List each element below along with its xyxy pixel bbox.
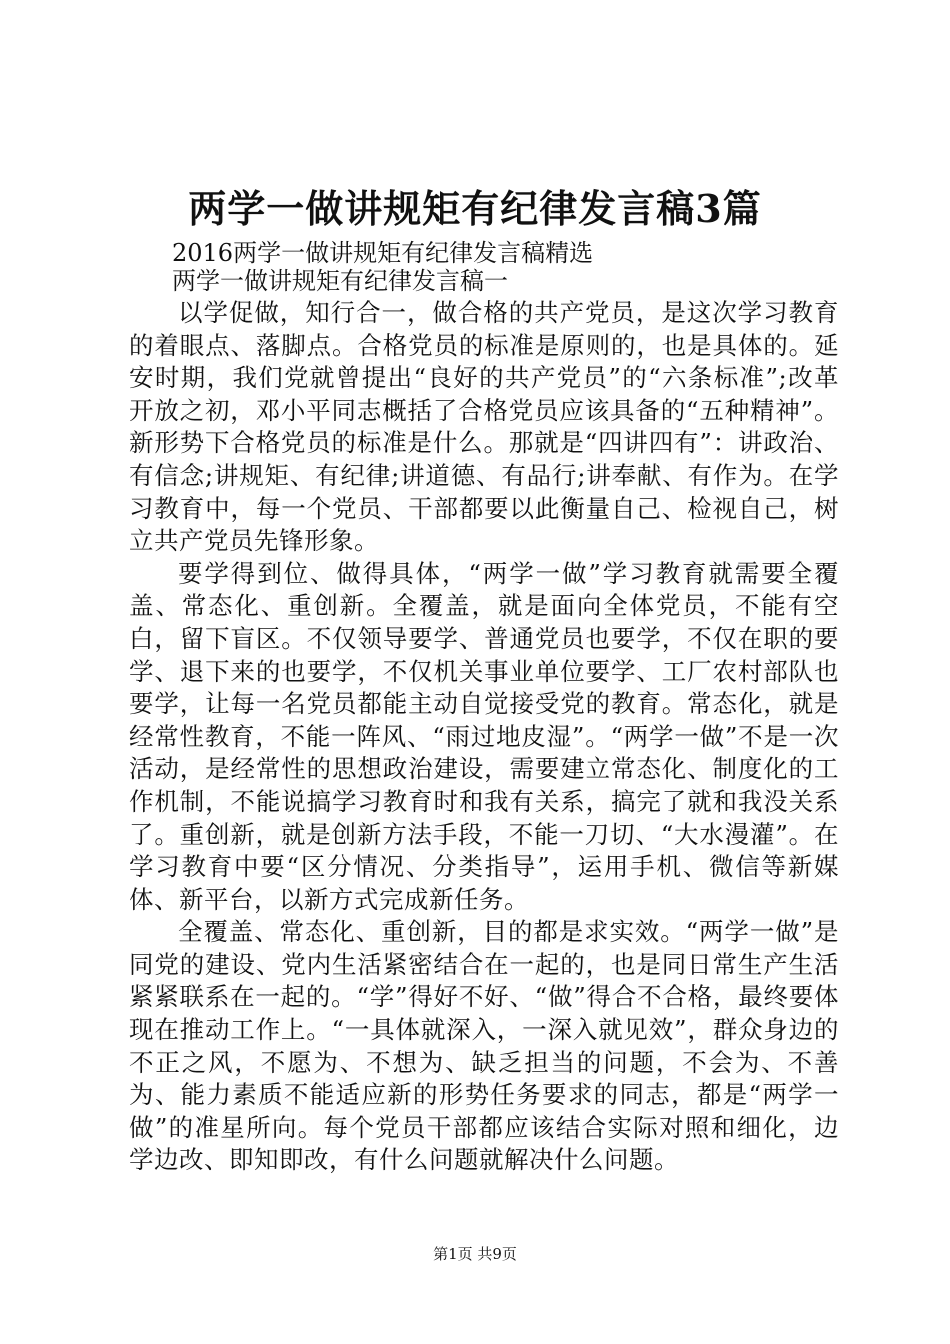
page-footer: 第1页 共9页 (433, 1245, 517, 1263)
paragraph-1: 以学促做，知行合一，做合格的共产党员，是这次学习教育的着眼点、落脚点。合格党员的标准是原则的，也是具体的。延安时期，我们党就曾提出“良好的共产党员”的“六条标准”;改革开放之初，邓小平同志概括了合格党员应该具备的“五种精神”。新形势下合格党员的标准是什么。那就是“四讲四有”：讲政治、有信念;讲规矩、有纪律;讲道德、有品行;讲奉献、有作为。在学习教育中，每一个党员、干部都要以此衡量自己、检视自己，树立共产党员先锋形象。 (129, 298, 839, 556)
document-title: 两学一做讲规矩有纪律发言稿3篇 (188, 186, 762, 231)
document-body (129, 297, 839, 1177)
paragraph-2: 要学得到位、做得具体，“两学一做”学习教育就需要全覆盖、常态化、重创新。全覆盖，就是面向全体党员，不能有空白，留下盲区。不仅领导要学、普通党员也要学，不仅在职的要学、退下来的也要学，不仅机关事业单位要学、工厂农村部队也要学，让每一名党员都能主动自觉接受党的教育。常态化，就是经常性教育，不能一阵风、“雨过地皮湿”。“两学一做”不是一次活动，是经常性的思想政治建设，需要建立常态化、制度化的工作机制，不能说搞学习教育时和我有关系，搞完了就和我没关系了。重创新，就是创新方法手段，不能一刀切、“大水漫灌”。在学习教育中要“区分情况、分类指导”，运用手机、微信等新媒体、新平台，以新方式完成新任务。 (129, 558, 839, 914)
paragraph-3: 全覆盖、常态化、重创新，目的都是求实效。“两学一做”是同党的建设、党内生活紧密结合在一起的，也是同日常生产生活紧紧联系在一起的。“学”得好不好、“做”得合不合格，最终要体现在推动工作上。“一具体就深入，一深入就见效”，群众身边的不正之风，不愿为、不想为、缺乏担当的问题，不会为、不善为、能力素质不能适应新的形势任务要求的同志，都是“两学一做”的准星所向。每个党员干部都应该结合实际对照和细化，边学边改、即知即改，有什么问题就解决什么问题。 (129, 917, 839, 1175)
document-subtitle: 2016两学一做讲规矩有纪律发言稿精选 (172, 239, 594, 267)
section-heading: 两学一做讲规矩有纪律发言稿一 (172, 267, 508, 295)
